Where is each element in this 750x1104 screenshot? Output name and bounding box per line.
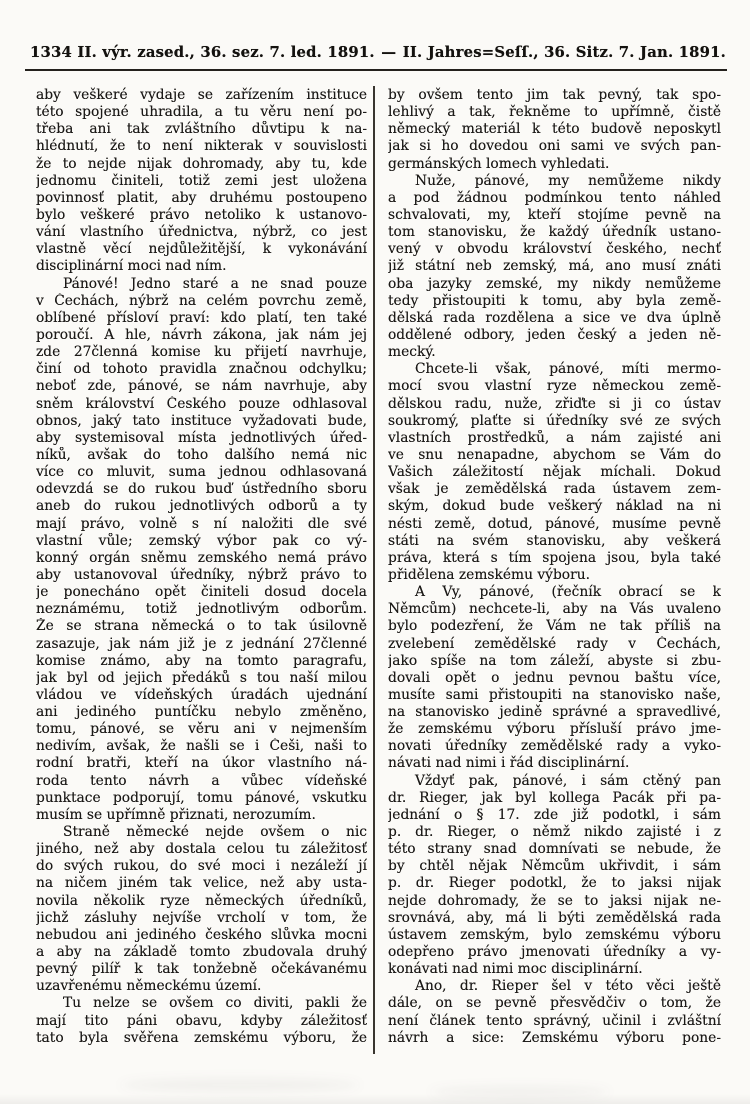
text-line: hlédnutí, že to není nikterak v souvislosti [36,138,367,155]
text-line: že zemskému výboru přísluší právo jme- [388,721,721,738]
text-line: ani jediného puntíčku nebylo změněno, [36,704,367,721]
page-bottom-shade [0,1094,750,1104]
left-text-column [36,87,367,1047]
text-line: zvelebení zemědělské rady v Čechách, [388,635,721,652]
text-line: germánských lomech vyhledati. [388,155,610,172]
text-line: Nuže, pánové, my nemůžeme nikdy [415,172,721,189]
text-line: rodní bratři, kteří na úkor vlastního ná- [36,755,367,772]
column-divider [373,86,375,1054]
text-line: nésti země, dotud, pánové, musíme pevně [388,515,721,532]
text-line: nedivím, avšak, že našli se i Češi, naši to [36,738,367,755]
text-line: musíte sami přistoupiti na stanovisko naše, [388,686,721,703]
text-line: A Vy, pánové, (řečník obrací se k [415,584,721,601]
text-line: přidělena zemskému výboru. [388,566,590,583]
text-line: Ano, dr. Rieper šel v této věci ještě [415,978,721,995]
text-line: v Čechách, nýbrž na celém povrchu země, [36,292,367,309]
text-line: by chtěl nějak Němcům ukřivdit, i sám [388,858,721,875]
text-line: ústavem zemským, bylo zemskému výboru [388,926,721,943]
text-line: neznámému, totiž jednotlivým odborům. [36,601,367,618]
text-line: aby ustanovoval úředníky, nýbrž právo to [36,566,367,583]
text-line: nejde dohromady, že se to jaksi nijak ne- [388,892,721,909]
text-line: Vždyť pak, pánové, i sám ctěný pan [415,772,721,789]
text-line: návrh a sice: Zemskému výboru pone- [388,1029,721,1046]
text-line: konávati nad nimi moc disciplinární. [388,961,643,978]
text-line: dále, on se pevně přesvědčiv o tom, že [388,995,721,1012]
text-line: obnos, jaký tato instituce vyžadovati bude, [36,412,367,429]
text-line: odepřeno právo jmenovati úředníky a vy- [388,944,721,961]
text-line: jichž zásluhy nejvíše vrcholí v tom, že [36,909,367,926]
text-line: mocí svou vlastní ryze německou země- [388,378,721,395]
text-line: více co mluvit, suma jednou odhlasovaná [36,464,367,481]
text-line: poroučí. A hle, návrh zákona, jak nám jej [36,326,367,343]
text-line: Němcům) nechcete-li, aby na Vás uvaleno [388,601,721,618]
text-line: dovali opět o jednu pevnou baštu více, [388,669,721,686]
text-line: by ovšem tento jim tak pevný, tak spo- [388,87,721,103]
text-line: pevný pilíř k tak tonžebně očekávanému [36,961,367,978]
text-line: vání vlastního úřednictva, nýbrž, co jest [36,224,367,241]
text-line: na stanovisko jedině správné a spravedlivé, [388,704,721,721]
text-line: neboť zde, pánové, se nám navrhuje, aby [36,378,367,395]
text-line: p. dr. Rieger podotkl, že to jaksi nijak [388,875,721,892]
text-line: Straně německé nejde ovšem o nic [63,824,367,841]
text-line: tato byla svěřena zemskému výboru, že [36,1029,367,1046]
header-dash: — [381,44,397,61]
text-line: jednání o § 17. zde již podotkl, i sám [388,806,721,823]
text-line: oblíbené přísloví praví: kdo platí, ten také [36,309,367,326]
text-line: tom stanovisku, že každý úředník ustano- [388,224,721,241]
text-line: však je zemědělská rada ústavem zem- [388,481,721,498]
text-line: bylo podezření, že Vám ne tak příliš na [388,618,721,635]
text-line: a aby na základě tomto zbudovala druhý [36,944,367,961]
text-line: vlastních prostředků, a nám zajisté ani [388,429,721,446]
text-line: tomu, pánové, se věru ani v nejmenším [36,721,367,738]
text-line: aneb do rukou jednotlivých odborů a ty [36,498,367,515]
text-line: soukromý, plaťte si úředníky své ze svých [388,412,721,429]
text-line: ským, dokud bude veškerý náklad na ni [388,498,721,515]
text-line: dělskou radu, nuže, zřiďte si ji co ústav [388,395,721,412]
text-line: komise známo, aby na tomto paragrafu, [36,652,367,669]
text-line: novati úředníky zemědělské rady a vyko- [388,738,721,755]
text-line: uzavřenému německému území. [36,978,262,995]
text-line: disciplinární moci nad ním. [36,258,227,275]
text-line: dr. Rieger, jak byl kollega Pacák při pa- [388,789,721,806]
page-header [30,44,726,61]
text-line: jak si ho dovedou oni sami ve svých pan- [388,138,721,155]
text-line: této spojené uhradila, a tu věru není po- [36,104,367,121]
text-line: jak byl od jejich předáků s tou naší milou [36,669,367,686]
text-line: dělská rada rozdělena a sice ve dva úplně [388,309,721,326]
text-line: Vašich záležitostí nějak míchali. Dokud [388,464,721,481]
text-line: zde 27členná komise ku přijetí navrhuje, [36,344,367,361]
text-line: vlastní vůle; zemský výbor pak co vý- [36,532,367,549]
text-line: povinnosť platit, aby druhému postoupeno [36,189,367,206]
text-line: ve snu nenapadne, abychom se Vám do [388,446,721,463]
text-line: schvalovati, my, kteří stojíme pevně na [388,206,721,223]
text-line: bylo veškeré právo netoliko k ustanovo- [36,206,367,223]
text-line: jednomu činiteli, totiž zemi jest uložena [36,172,367,189]
text-line: Pánové! Jedno staré a ne snad pouze [63,275,367,292]
text-line: práva, která s tím spojena jsou, byla také [388,549,721,566]
header-date-czech: 1334 II. výr. zased., 36. sez. 7. led. 1891. [30,44,375,61]
text-line: není článek tento správný, učinil i zvláštní [388,1012,721,1029]
text-line: zasazuje, jak nám již je z jednání 27členné [36,635,367,652]
text-line: mají tito páni obavu, kdyby záležitosť [36,1012,367,1029]
header-rule [25,69,727,71]
text-line: konný orgán sněmu zemského nemá právo [36,549,367,566]
text-line: tedy přistoupiti k tomu, aby byla země- [388,292,721,309]
text-line: Že se strana německá o to tak úsilovně [36,618,367,635]
text-line: činí od tohoto pravidla značnou odchylku; [36,361,367,378]
text-line: lehlivý a tak, řekněme to upřímně, čistě [388,104,721,121]
text-line: srovnává, aby, má li býti zemědělská rada [388,909,721,926]
text-line: oba jazyky zemské, my nikdy nemůžeme [388,275,721,292]
text-line: punktace podporují, tomu pánové, vskutku [36,789,367,806]
text-line: vený v obvodu království českého, nechť [388,241,721,258]
text-line: vlastně věcí nejdůležitější, k vykonávání [36,241,367,258]
text-line: oddělené odbory, jeden český a jeden ně- [388,326,721,343]
text-line: odevzdá se do rukou buď ústředního sboru [36,481,367,498]
text-line: jiného, než aby dostala celou tu záležitosť [36,841,367,858]
text-line: p. dr. Rieger, o němž nikdo zajisté i z [388,824,721,841]
text-line: na ničem jiném tak velice, než aby usta- [36,875,367,892]
text-line: novila několik ryze německých úředníků, [36,892,367,909]
text-line: mecký. [388,344,436,361]
text-line: níků, avšak do toho dalšího nemá nic [36,446,367,463]
text-line: nebudou ani jediného českého slůvka mocni [36,926,367,943]
text-line: již státní neb zemský, má, ano musí znáti [388,258,721,275]
text-line: Tu nelze se ovšem co diviti, pakli že [63,995,367,1012]
text-line: návati nad nimi i řád disciplinární. [388,755,630,772]
scan-smudge [120,1078,360,1092]
text-line: Chcete-li však, pánové, míti mermo- [415,361,721,378]
text-line: do svých rukou, do své moci i nezáleží jí [36,858,367,875]
text-line: vládou ve vídeňských úradách ujednání [36,686,367,703]
text-line: že to nejde nijak dohromady, aby tu, kde [36,155,367,172]
text-line: mají právo, volně s ní naložiti dle své [36,515,367,532]
text-line: musím se upřímně přiznati, nerozumím. [36,806,316,823]
text-line: aby systemisoval místa jednotlivých úřed- [36,429,367,446]
header-date-german: II. Jahres=Seſſ., 36. Sitz. 7. Jan. 1891. [402,44,726,61]
text-line: německý materiál k této budově neposkytl [388,121,721,138]
text-line: aby veškeré vydaje se zařízením instituce [36,87,367,103]
text-line: roda tento návrh a vůbec vídeňské [36,772,367,789]
right-text-column [388,87,721,1047]
text-line: této strany snad domnívati se nebude, že [388,841,721,858]
text-line: sněm království Českého pouze odhlasoval [36,395,367,412]
text-line: je ponecháno opět činiteli dosud docela [36,584,367,601]
text-line: jako spíše na tom záleží, abyste si zbu- [388,652,721,669]
text-line: třeba ani tak zvláštního důvtipu k na- [36,121,367,138]
text-line: státi na svém stanovisku, aby veškerá [388,532,721,549]
text-line: a pod žádnou podmínkou tento náhled [388,189,721,206]
